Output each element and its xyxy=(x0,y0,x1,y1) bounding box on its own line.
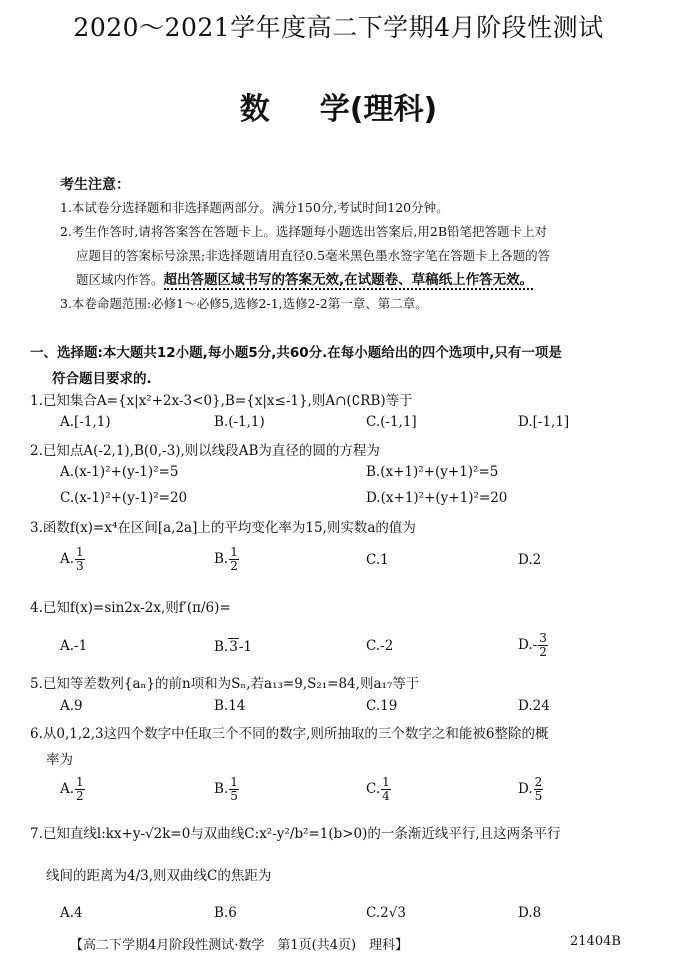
question-7-option-d: D.8 xyxy=(518,905,542,921)
question-4-option-b: B.3-1 xyxy=(214,639,252,655)
notice-item-2-line-2: 应题目的答案标号涂黑;非选择题请用直径0.5毫米黑色墨水签字笔在答题卡上各题的答 xyxy=(76,248,551,263)
question-2-option-d: D.(x+1)²+(y+1)²=20 xyxy=(366,490,508,506)
question-4-option-a: A.-1 xyxy=(60,638,88,654)
notice-item-2-plain: 题区域内作答。 xyxy=(76,272,164,287)
subject-title xyxy=(0,84,677,128)
notice-warning-emphasis: 超出答题区域书写的答案无效,在试题卷、草稿纸上作答无效。 xyxy=(163,272,534,288)
question-5-stem: 5.已知等差数列{aₙ}的前n项和为Sₙ,若a₁₃=9,S₂₁=84,则a₁₇等于 xyxy=(30,676,420,692)
question-3-option-d: D.2 xyxy=(518,552,542,568)
question-6-option-a: A. $\frac{1}{2}$ xyxy=(60,775,84,803)
page-footer: 【高二下学期4月阶段性测试·数学 第1页(共4页) 理科】 xyxy=(70,938,409,953)
subject-title-first-char: 数 xyxy=(239,92,270,127)
notice-item-2-line-3 xyxy=(76,268,533,292)
question-1-option-c: C.(-1,1] xyxy=(366,414,417,430)
question-3-stem: 3.函数f(x)=x⁴在区间[a,2a]上的平均变化率为15,则实数a的值为 xyxy=(30,520,416,536)
question-1-option-d: D.[-1,1] xyxy=(518,414,570,430)
question-1-option-b: B.(-1,1) xyxy=(214,414,265,430)
question-3-option-c: C.1 xyxy=(366,552,389,568)
notice-item-2-line-1: 2.考生作答时,请将答案答在答题卡上。选择题每小题选出答案后,用2B铅笔把答题卡上对 xyxy=(60,224,548,239)
subject-title-rest: 学(理科) xyxy=(319,92,438,127)
question-4-stem: 4.已知f(x)=sin2x-2x,则f′(π/6)= xyxy=(30,600,231,616)
question-6-option-b: B. $\frac{1}{5}$ xyxy=(214,775,238,803)
notice-item-1: 1.本试卷分选择题和非选择题两部分。满分150分,考试时间120分钟。 xyxy=(60,200,449,215)
notice-title: 考生注意： xyxy=(60,177,130,193)
question-2-option-a: A.(x-1)²+(y-1)²=5 xyxy=(60,464,179,480)
question-6-option-d: D. $\frac{2}{5}$ xyxy=(518,775,543,803)
notice-item-3: 3.本卷命题范围:必修1～必修5,选修2-1,选修2-2第一章、第二章。 xyxy=(60,296,428,311)
question-5-option-b: B.14 xyxy=(214,698,246,714)
question-2-option-c: C.(x-1)²+(y-1)²=20 xyxy=(60,490,188,506)
question-3-option-a: A. $\frac{1}{3}$ xyxy=(60,545,84,573)
question-7-stem-line-1: 7.已知直线l:kx+y-√2k=0与双曲线C:x²-y²/b²=1(b>0)的一条渐近线平行,且这两条平行 xyxy=(30,826,561,842)
question-4-option-c: C.-2 xyxy=(366,638,394,654)
exam-title: 2020～2021学年度高二下学期4月阶段性测试 xyxy=(73,13,604,42)
question-2-option-b: B.(x+1)²+(y+1)²=5 xyxy=(366,464,499,480)
question-6-option-c: C. $\frac{1}{4}$ xyxy=(366,775,390,803)
question-4-option-d: D.- $\frac{3}{2}$ xyxy=(518,631,547,659)
question-1-option-a: A.[-1,1) xyxy=(60,414,111,430)
question-2-stem: 2.已知点A(-2,1),B(0,-3),则以线段AB为直径的圆的方程为 xyxy=(30,443,380,459)
question-7-option-a: A.4 xyxy=(60,905,83,921)
section-heading xyxy=(30,340,562,392)
section-heading-line-2: 符合题目要求的. xyxy=(52,371,152,387)
paper-code: 21404B xyxy=(570,934,621,949)
question-5-option-c: C.19 xyxy=(366,698,398,714)
question-6-stem-line-2: 率为 xyxy=(46,752,73,768)
question-5-option-d: D.24 xyxy=(518,698,550,714)
question-7-stem-line-2: 线间的距离为4/3,则双曲线C的焦距为 xyxy=(46,868,272,884)
question-5-option-a: A.9 xyxy=(60,698,83,714)
question-7-option-b: B.6 xyxy=(214,905,237,921)
question-6-stem-line-1: 6.从0,1,2,3这四个数字中任取三个不同的数字,则所抽取的三个数字之和能被6整除的概 xyxy=(30,726,549,742)
question-7-option-c: C.2√3 xyxy=(366,905,406,921)
question-1-stem: 1.已知集合A={x|x²+2x-3<0},B={x|x≤-1},则A∩(∁RB)等于 xyxy=(30,393,413,409)
question-3-option-b: B. $\frac{1}{2}$ xyxy=(214,545,238,573)
section-heading-line-1: 一、选择题:本大题共12小题,每小题5分,共60分.在每小题给出的四个选项中,只有一项是 xyxy=(30,345,562,361)
